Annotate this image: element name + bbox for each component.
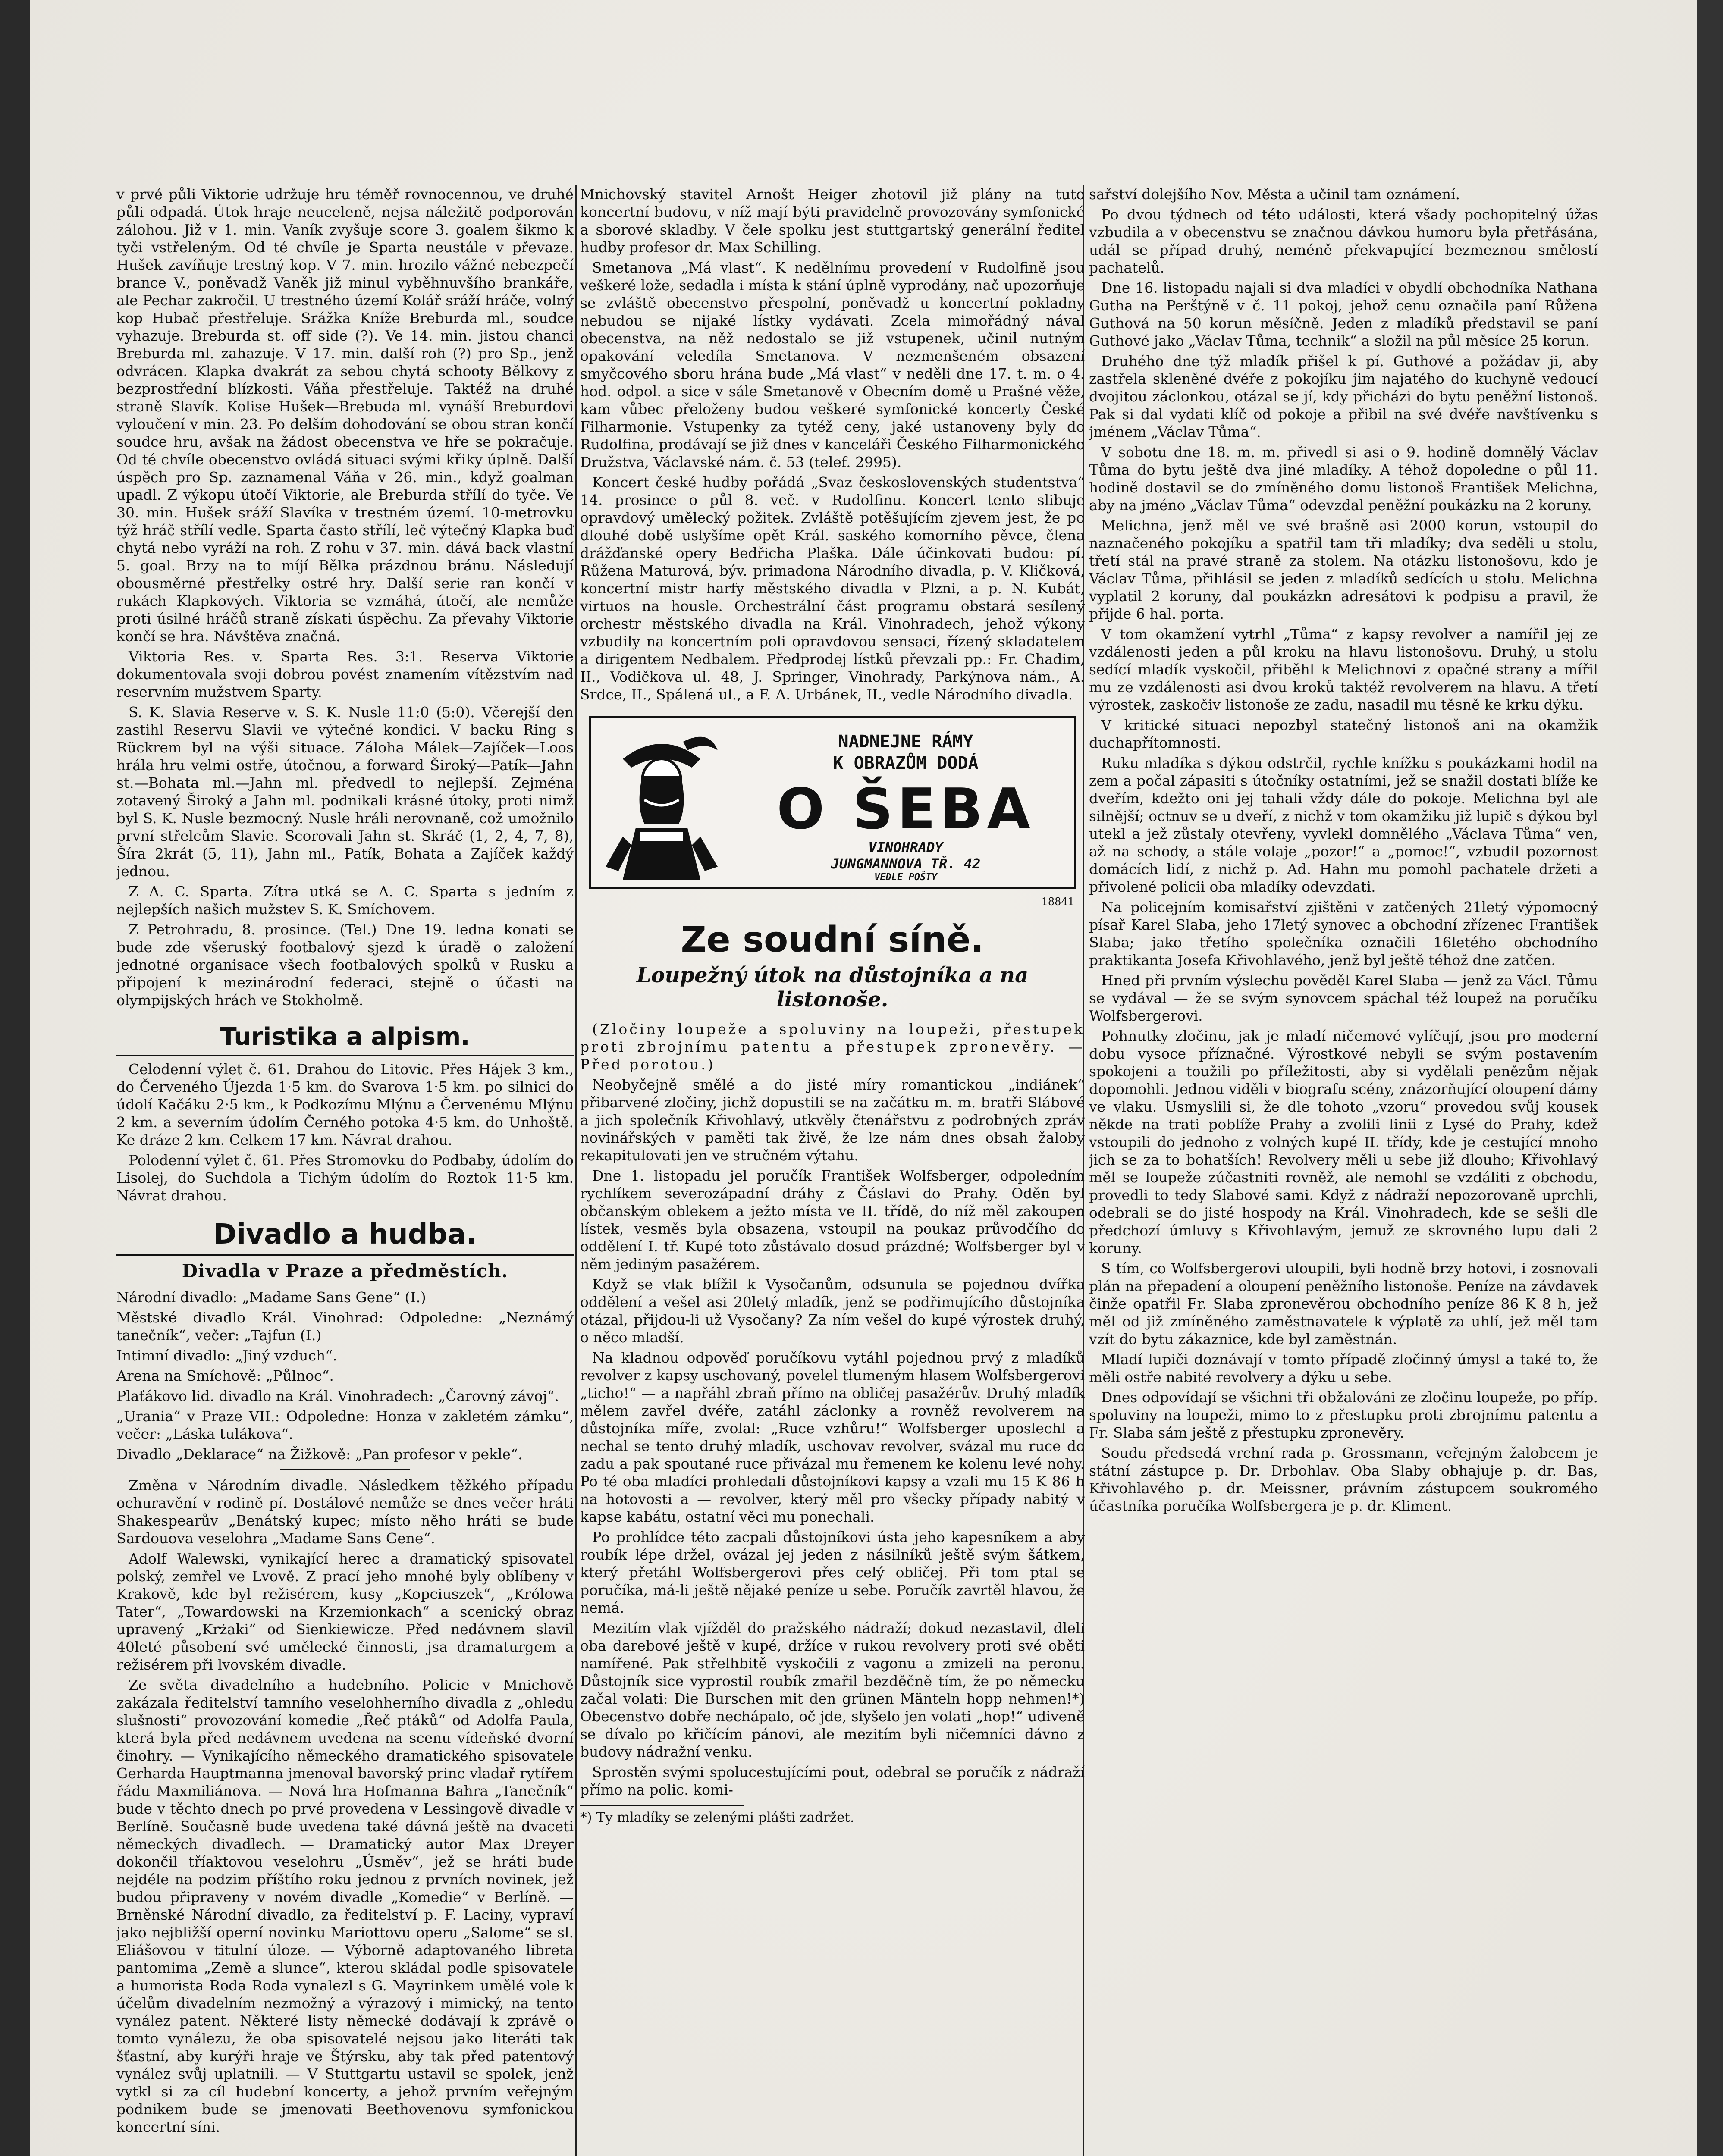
article-paragraph: Mnichovský stavitel Arnošt Heiger zhotovil již plány na tuto koncertní budovu, v níž mají býti pravidelně provozovány symfonické a sborové skladby. V čele spolku jest stuttgartský generální ředitel hudby profesor dr. Max Schilling.	[580, 186, 1085, 256]
section-heading-theatre: Divadlo a hudba.	[116, 1217, 574, 1256]
article-paragraph: Melichna, jenž měl ve své brašně asi 2000 korun, vstoupil do naznačeného pokojíku a spatřil tam tři mladíky; dva seděli u stolu, třetí stál na pravé straně za stolem. Na otázku listonošovu, kdo je Václav Tůma, přihlásil se jeden z mladíků sedících u stolu. Melichna vyplatil 2 koruny, dal poukázkn adresátovi k podpisu a pravil, že přijde 6 hal. porta.	[1089, 517, 1598, 622]
scan-edge-left	[0, 0, 30, 2156]
article-paragraph: Druhého dne týž mladík přišel k pí. Guthové a požádav ji, aby zastřela skleněné dvéře z pokojíku jim najatého do kuchyně vedoucí dvojitou záclonkou, otázal se jí, kdy přicházi do bytu peněžní listonoš. Pak si dal vydati klíč od pokoje a přibil na své dvéře navštívenku s jménem „Václav Tůma“.	[1089, 353, 1598, 440]
article-paragraph: Adolf Walewski, vynikající herec a dramatický spisovatel polský, zemřel ve Lvově. Z prací jeho mnohé byly oblíbeny v Krakově, kde byl režisérem, kusy „Kopciuszek“, „Królowa Tater“, „Towardowski na Krzemionkach“ a scenický obraz upravený „Krżaki“ od Sienkiewicze. Před nedávnem slavil 40leté působení své umělecké činnosti, jsa dramaturgem a režisérem při lvovském divadle.	[116, 1550, 574, 1673]
article-paragraph: Mezitím vlak vjížděl do pražského nádraží; dokud nezastavil, dleli oba darebové ještě v kupé, držíce v rukou revolvery proti své oběti namířené. Pak střelhbitě vyskočili z vagonu a zmizeli na peronu. Důstojník sice vyprostil roubík zmařil bezděčně tím, že po německu začal volati: Die Burschen mit den grünen Mänteln hopp nehmen!*) Obecenstvo dobře nechápalo, oč jde, slyšelo jen volati „hop!“ udiveně se dívalo po křičícím pánovi, ale mezitím byli ničemníci dávno z budovy nádražní venku.	[580, 1620, 1085, 1760]
subheading-theatres: Divadla v Praze a předměstích.	[182, 1260, 508, 1282]
ad-address: VEDLE POŠTY	[874, 872, 937, 883]
article-paragraph: Z A. C. Sparta. Zítra utká se A. C. Sparta s jedním z nejlepších našich mužstev S. K. Smíchovem.	[116, 883, 574, 918]
theatre-programme	[116, 1288, 574, 1463]
article-paragraph: Dnes odpovídají se všichni tři obžalováni ze zločinu loupeže, po příp. spoluviny na loupeži, mimo to z přestupku proti zbrojnímu patentu a Fr. Slaba sám ještě z přestupku zpronevěry.	[1089, 1389, 1598, 1441]
column-left	[116, 185, 574, 2156]
footnote: *) Ty mladíky se zelenými plášti zadržet.	[580, 1810, 854, 1825]
cavalier-figure-icon	[597, 724, 726, 881]
article-paragraph: Mladí lupiči doznávají v tomto případě zločinný úmysl a také to, že měli ostře nabité revolvery a dýku u sebe.	[1089, 1351, 1598, 1385]
ad-address: JUNGMANNOVA TŘ. 42	[831, 856, 981, 872]
article-headline: Loupežný útok na důstojníka a na listonoše.	[636, 963, 1029, 1012]
ad-company-name: O ŠEBA	[777, 776, 1035, 842]
article-paragraph: Po prohlídce této zacpali důstojníkovi ústa jeho kapesníkem a aby roubík lépe držel, ovázal jej jeden z násilníků ještě svým šátkem, který přetáhl Wolfsbergerovi přes celý obličej. Při tom ptal se poručíka, má-li ještě nějaké peníze u sebe. Poručík zavrtěl hlavou, že nemá.	[580, 1529, 1085, 1616]
article-paragraph: Ze světa divadelního a hudebního. Policie v Mnichově zakázala ředitelství tamního veselohherního divadla z „ohledu slušnosti“ provozování komedie „Řeč ptáků“ od Adolfa Paula, která byla před nedávnem uvedena na scenu vídeňské dvorní činohry. — Vynikajícího německého dramatického spisovatele Gerharda Hauptmanna jmenoval bavorský princ vladař rytířem řádu Maxmiliánova. — Nová hra Hofmanna Bahra „Tanečník“ bude v těchto dnech po prvé provedena v Lessingově divadle v Berlíně. Současně bude uvedena také dávná ještě na dvaceti německých divadlech. — Dramatický autor Max Dreyer dokončil tříaktovou veselohru „Úsměv“, jež se hráti bude nejdéle na podzim příštího roku jednou z prvních novinek, jež budou připraveny v novém divadle „Komedie“ v Berlíně. — Brněnské Národní divadlo, za ředitelství p. F. Laciny, vypraví jako nejbližší operní novinku Mariottovu operu „Salome“ se sl. Eliášovou v titulní úloze. — Výborně adaptovaného libreta pantomima „Země a slunce“, kterou skládal podle spisovatele a humorista Roda Roda vynalezl s G. Mayrinkem umělé vole k účelům divadelním nezmožný a výrazový i mimický, na tento vynález patent. Některé listy německé dodávají k zprávě o tomto vynálezu, že oba spisovatelé nejsou jako literáti tak šťastní, aby kurýři hraje ve Štýrsku, aby tak před patentový vynález svůj uplatnili. — V Stuttgartu ustavil se spolek, jenž vytkl si za cíl hudební koncerty, a jehož prvním veřejným podnikem bude se jmenovati Beethovenovu symfonickou koncertní síni.	[116, 1677, 574, 2135]
article-paragraph: Neobyčejně smělé a do jisté míry romantickou „indiánek“ přibarvené zločiny, jichž dopustili se na začátku m. m. bratři Slábové a jich společník Křivohlavý, utkvěly čtenářstvu z podrobných zpráv novinářských v paměti tak živě, že lze nám dnes obsah žaloby rekapitulovati jen ve stručném výtahu.	[580, 1076, 1085, 1164]
programme-item: „Urania“ v Praze VII.: Odpoledne: Honza v zakletém zámku“, večer: „Láska tulákova“.	[116, 1408, 574, 1442]
column-right	[1089, 185, 1598, 2156]
article-paragraph: Soudu předsedá vrchní rada p. Grossmann, veřejným žalobcem je státní zástupce p. Dr. Drbohlav. Oba Slaby obhajuje p. dr. Bas, Křivohlavého p. dr. Meissner, právním zástupcem soukromého účastníka poručíka Wolfsbergera je p. dr. Kliment.	[1089, 1445, 1598, 1514]
column-middle	[580, 185, 1085, 2156]
article-paragraph: (Zločiny loupeže a spoluviny na loupeži, přestupek proti zbrojnímu patentu a přestupek zpronevěry. — Před porotou.)	[580, 1021, 1085, 1073]
divider	[280, 1469, 410, 1470]
advertisement-seba	[589, 716, 1076, 889]
article-paragraph: V kritické situaci nepozbyl statečný listonoš ani na okamžik duchapřítomnosti.	[1089, 717, 1598, 751]
article-paragraph: sařství dolejšího Nov. Města a učinil tam oznámení.	[1089, 186, 1460, 203]
article-paragraph: Ruku mladíka s dýkou odstrčil, rychle knížku s poukázkami hodil na zem a počal zápasiti s útočníky ostatními, jež se snažil dostati blíže ke dveřím, kdežto oni jej tahali vždy dále do pokoje. Melichna byl ale silnější; octnuv se u dveří, z nichž v tom okamžiku již lupič s dýkou byl utekl a jež zůstaly otevřeny, vyvlekl domnělého „Václava Tůma“ ven, až na schody, a stále volaje „pozor!“ a „pomoc!“, vzbudil pozornost domácích lidí, z nichž p. Ad. Hahn mu pomohl pachatele držeti a přivolené policii oba mladíky odevzdati.	[1089, 755, 1598, 895]
ad-number: 18841	[1041, 896, 1074, 908]
programme-item: Národní divadlo: „Madame Sans Gene“ (I.)	[116, 1289, 426, 1306]
programme-item: Plaťákovo lid. divadlo na Král. Vinohradech: „Čarovný závoj“.	[116, 1388, 559, 1404]
article-paragraph: Sprostěn svými spolucestujícími pout, odebral se poručík z nádraží přímo na polic. komi-	[580, 1764, 1085, 1798]
programme-item: Arena na Smíchově: „Půlnoc“.	[116, 1367, 334, 1384]
article-paragraph: v prvé půli Viktorie udržuje hru téměř rovnocennou, ve druhé půli odpadá. Útok hraje neuceleně, nejsa náležitě podporován zálohou. Již v 1. min. Vaník zvyšuje score 3. goalem šikmo k tyči vstřeleným. Od té chvíle je Sparta neustále v převaze. Hušek zavíňuje trestný kop. V 7. min. hrozilo vážné nebezpečí brance V., poněvadž Vaněk již minul vyběhnuvšího brankáře, ale Pechar zakročil. U trestného území Kolář sráží hráče, volný kop Hubač přestřeluje. Srážka Kníže Breburda ml., soudce vyhazuje. Breburda st. off side (?). Ve 14. min. jistou chanci Breburda ml. zahazuje. V 17. min. další roh (?) pro Sp., jenž odvrácen. Klapka dvakrát za sebou chytá schooty Bělkovy z bezprostřední blízkosti. Váňa přestřeluje. Taktéž na druhé straně Slavík. Kolise Hušek—Brebuda ml. vynáší Breburdovi vyloučení v min. 23. Po delším dohodování se obou stran končí soudce hru, avšak na žádost obecenstva ve hře se pokračuje. Od té chvíle obecenstvo ovládá situaci svými křiky úplně. Další úspěch pro Sp. zaznamenal Váňa v 26. min., když goalman upadl. Z výkopu útočí Viktorie, ale Breburda střílí do tyče. Ve 30. min. Hušek sráží Slavíka v trestném území. 10-metrovku týž hráč střílí vedle. Sparta často střílí, leč výtečný Klapka buď chytá nebo vyráží na roh. Z rohu v 37. min. dává back vlastní 5. goal. Brzy na to míjí Bělka prázdnou bránu. Následují obousměrné přestřelky ostré hry. Další serie ran končí v rukách Klapkových. Viktoria se vzmáhá, útočí, ale nemůže proti úsilné hráčů straně získati úspěchu. Za převahy Viktorie končí se hra. Návštěva značná.	[116, 186, 574, 645]
programme-item: Městské divadlo Král. Vinohrad: Odpoledne: „Neznámý tanečník“, večer: „Tajfun (I.)	[116, 1309, 574, 1344]
article-paragraph: Když se vlak blížil k Vysočanům, odsunula se pojednou dvířka oddělení a vešel asi 20letý mladík, jenž se podřimujícího důstojníka otázal, přijdou-li už Vysočany? Za ním vešel do kupé výrostek druhý, o něco mladší.	[580, 1276, 1085, 1346]
article-paragraph: Viktoria Res. v. Sparta Res. 3:1. Reserva Viktorie dokumentovala svoji dobrou povést znamením vítězstvím nad reservním mužstvem Sparty.	[116, 648, 574, 700]
article-paragraph: Dne 1. listopadu jel poručík František Wolfsberger, odpoledním rychlíkem severozápadní dráhy z Čáslavi do Prahy. Oděn byl občanským oblekem a ježto místa ve II. třídě, do níž měl zakoupen lístek, vesměs byla obsazena, vstoupil na poukaz průvodčího do oddělení I. tř. Kupé toto zůstávalo dosud prázdné; Wolfsberger byl v něm jediným pasažérem.	[580, 1167, 1085, 1272]
section-heading-tourism: Turistika a alpism.	[116, 1022, 574, 1056]
ad-text: K OBRAZŮM DODÁ	[833, 753, 979, 773]
programme-item: Intimní divadlo: „Jiný vzduch“.	[116, 1347, 337, 1364]
section-heading-court: Ze soudní síně.	[681, 919, 984, 960]
ad-address: VINOHRADY	[868, 839, 943, 856]
article-paragraph: Hned při prvním výslechu pověděl Karel Slaba — jenž za Václ. Tůmu se vydával — že se svým synovcem spáchal též loupež na poručíku Wolfsbergerovi.	[1089, 972, 1598, 1024]
ad-text: NADNEJNE RÁMY	[838, 732, 973, 752]
article-paragraph: V sobotu dne 18. m. m. přivedl si asi o 9. hodině domnělý Václav Tůma do bytu ještě dva jiné mladíky. A téhož dopoledne o půl 11. hodině dostavil se do zmíněného domu listonoš František Melichna, aby na jméno „Václav Tůma“ odevzdal peněžní poukázku na 2 koruny.	[1089, 444, 1598, 514]
scan-edge-right	[1697, 0, 1723, 2156]
article-paragraph: Polodenní výlet č. 61. Přes Stromovku do Podbaby, údolím do Lisolej, do Suchdola a Tichým údolím do Roztok 11·5 km. Návrat drahou.	[116, 1152, 574, 1204]
article-paragraph: S. K. Slavia Reserve v. S. K. Nusle 11:0 (5:0). Včerejší den zastihl Reservu Slavii ve výtečné kondici. V backu Ring s Rückrem byl na výši situace. Záloha Málek—Zajíček—Loos hrála hru velmi ostře, útočnou, a forward Široký—Patík—Jahn st.—Bohata ml.—Jahn ml. předvedl to nejlepší. Zejména zotavený Široký a Jahn ml. podnikali krásné útoky, proti nimž byl S. K. Nusle bezmocný. Nusle hráli nerovnaně, což umožnilo první střelcům Slavie. Scorovali Jahn st. Skráč (1, 2, 4, 7, 8), Šíra 2krát (5, 11), Jahn ml., Patík, Bohata a Zajíček každý jednou.	[116, 704, 574, 880]
article-paragraph: Dne 16. listopadu najali si dva mladíci v obydlí obchodníka Nathana Gutha na Perštýně v č. 11 pokoj, jehož cenu označila paní Růžena Guthová na 50 korun měsíčně. Jeden z mladíků představil se paní Guthové jako „Václav Tůma, technik“ a složil na půl měsíce 25 korun.	[1089, 279, 1598, 349]
article-paragraph: Celodenní výlet č. 61. Drahou do Litovic. Přes Hájek 3 km., do Červeného Újezda 1·5 km. do Svarova 1·5 km. po silnici do údolí Kačáku 2·5 km., k Podkozímu Mlýnu a Červenému Mlýnu 2 km. a severním údolím Černého potoka 4·5 km. do Unhoště. Ke dráze 2 km. Celkem 17 km. Návrat drahou.	[116, 1061, 574, 1148]
footnote-rule	[580, 1805, 744, 1806]
article-paragraph: Na policejním komisařství zjištěni v zatčených 21letý výpomocný písař Karel Slaba, jeho 17letý synovec a obchodní zřízenec František Slaba; jako třetího společníka označili 16letého obchodního praktikanta Josefa Křivohlavého, jenž byl ještě téhož dne zatčen.	[1089, 899, 1598, 968]
article-paragraph: Změna v Národním divadle. Následkem těžkého případu ochuravění v rodině pí. Dostálové nemůže se dnes večer hráti Shakespearův „Benátský kupec; místo něho hráti se bude Sardouova veselohra „Madame Sans Gene“.	[116, 1477, 574, 1547]
article-paragraph: V tom okamžení vytrhl „Tůma“ z kapsy revolver a namířil jej ze vzdálenosti jeden a půl kroku na hlavu listonošovu. Druhý, u stolu sedící mladík vyskočil, přiběhl k Melichnovi z opačné strany a mířil mu ze vzdálenosti asi dvou kroků taktéž revolverem na hlavu. A třetí výrostek, zaskočiv listonoše ze zadu, nasadil mu těsně ke krku dýku.	[1089, 626, 1598, 713]
article-paragraph: Koncert české hudby pořádá „Svaz československých studentstva“ 14. prosince o půl 8. več. v Rudolfinu. Koncert tento slibuje opravdový umělecký požitek. Zvláště potěšujícím zjevem jest, že po dlouhé době uslyšíme opět Král. saského komorního pěvce, člena drážďanské opery Bedřicha Plaška. Dále účinkovati budou: pí. Růžena Maturová, býv. primadona Národního divadla, p. V. Kličková, koncertní mistr harfy městského divadla v Plzni, a p. N. Kubát, virtuos na housle. Orchestrální část programu obstará sesílený orchestr městského divadla na Král. Vinohradech, jehož výkony vzbudily na koncertním poli opravdovou sensaci, řízený skladatelem a dirigentem Nedbalem. Předprodej lístků převzali pp.: Fr. Chadim, II., Vodičkova ul. 48, J. Springer, Vinohrady, Parkýnova nám., A. Srdce, II., Spálená ul., a F. A. Urbánek, II., vedle Národního divadla.	[580, 474, 1085, 703]
article-paragraph: Z Petrohradu, 8. prosince. (Tel.) Dne 19. ledna konati se bude zde všeruský footbalový sjezd k úradě o založení jednotné organisace všech footbalových spolků v Rusku a připojení k mezinárodní federaci, stejně o účasti na olympijských hrách ve Stokholmě.	[116, 921, 574, 1009]
programme-item: Divadlo „Deklarace“ na Žižkově: „Pan profesor v pekle“.	[116, 1446, 523, 1463]
article-paragraph: Smetanova „Má vlast“. K nedělnímu provedení v Rudolfině jsou veškeré lože, sedadla i místa k stání úplně vyprodány, nač upozorňuje se zvláště obecenstvo přespolní, poněvadž u koncertní pokladny nebudou se nijaké lístky vydávati. Zcela mimořádný nával obecenstva, na něž nedostalo se již vstupenek, učinil nutným opakování veledíla Smetanova. V nezmenšeném obsazení smyčcového sboru hrána bude „Má vlast“ v neděli dne 17. t. m. o 4. hod. odpol. a sice v sále Smetanově v Obecním domě u Prašné věže, kam vůbec přeloženy budou veškeré symfonické koncerty České Filharmonie. Vstupenky za tytéž ceny, jaké ustanoveny byly do Rudolfina, prodávají se již dnes v kanceláři Českého Filharmonického Družstva, Václavské nám. č. 53 (telef. 2995).	[580, 259, 1085, 470]
article-paragraph: Na kladnou odpověď poručíkovu vytáhl pojednou prvý z mladíků revolver z kapsy uschovaný, povelel tlumeným hlasem Wolfsbergerovi „ticho!“ — a napřáhl zbraň přímo na obličej pasažérův. Druhý mladík mělem zavřel dvéře, zatáhl záclonky a rovněž revolverem na důstojníka míře, zvolal: „Ruce vzhůru!“ Wolfsberger uposlechl a nechal se tento druhý mladík, uschovav revolver, svázal mu ruce do zadu a pak spoutané ruce přivázal mu řemenem ke kolenu levé nohy. Po té oba mladíci prohledali důstojníkovi kapsy a vzali mu 15 K 86 h na hotovosti a — revolver, který měl pro všecky případy nabitý v kapse kabátu, ostatní věci mu ponechali.	[580, 1349, 1085, 1525]
article-paragraph: Po dvou týdnech od této události, která všady pochopitelný úžas vzbudila a v obecenstvu se značnou dávkou humoru byla přetřásána, udál se případ druhý, neméně překvapující bezmeznou smělostí pachatelů.	[1089, 206, 1598, 276]
column-rule	[575, 185, 577, 2156]
article-paragraph: S tím, co Wolfsbergerovi uloupili, byli hodně brzy hotovi, i zosnovali plán na přepadení a oloupení peněžního listonoše. Peníze na závdavek činže opatřil Fr. Slaba zpronevěrou obchodního peníze 86 K 8 h, jež měl od již zmíněného zaměstnavatele k výplatě za uhlí, jež měl tam vzít do bytu zákaznice, kde byl zaměstnán.	[1089, 1260, 1598, 1348]
article-paragraph: Pohnutky zločinu, jak je mladí ničemové vylíčují, jsou pro moderní dobu vysoce příznačné. Výrostkové nebyli se svým postavením spokojeni a toužili po příležitosti, aby si vydělali penězům nějak dopomohli. Jednou viděli v biografu scény, znázorňující oloupení dámy ve vlaku. Usmyslili si, že dle tohoto „vzoru“ provedou svůj kousek někde na trati poblíže Prahy a zvolili linii z Lysé do Prahy, kdež vstoupili do jednoho z volných kupé II. třídy, kde je cestující mnoho jich se za to bohatších! Revolvery měli u sebe již dlouho; Křivohlavý měl se loupeže zúčastniti rovněž, ale nemohl se vzdáliti z obchodu, provedli to tedy Slabové sami. Když z nádraží nepozorovaně uprchli, odebrali se do jisté hospody na Král. Vinohradech, kde se sešli dle předchozí úmluvy s Křivohlavým, jemuž ze skrovného lupu dali 2 koruny.	[1089, 1028, 1598, 1257]
